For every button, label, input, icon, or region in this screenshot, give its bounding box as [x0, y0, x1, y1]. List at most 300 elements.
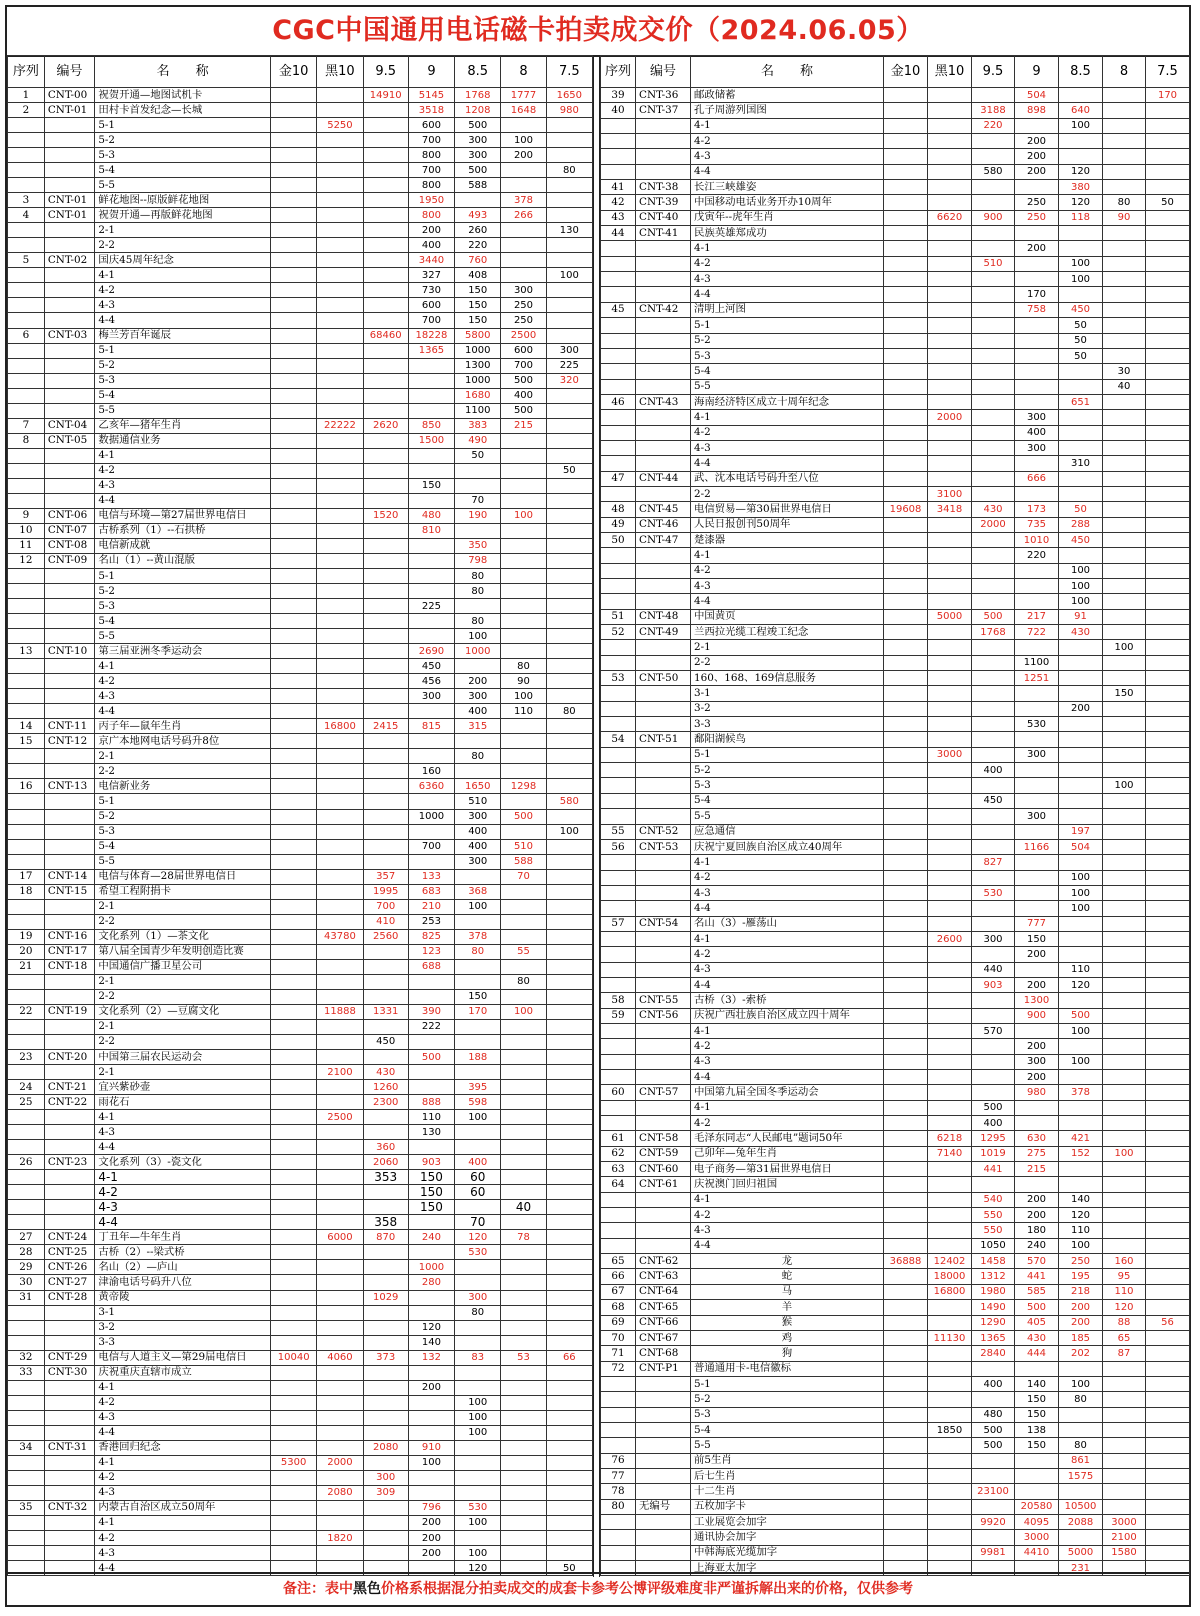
row-code — [636, 379, 691, 394]
price-cell — [1146, 1361, 1190, 1376]
price-cell: 215 — [501, 418, 546, 433]
price-cell — [363, 253, 408, 268]
row-name: 香港回归纪念 — [95, 1440, 271, 1455]
table-row — [8, 794, 593, 809]
row-code: CNT-62 — [636, 1254, 691, 1269]
price-cell — [408, 824, 454, 839]
price-cell — [1015, 778, 1059, 793]
price-cell — [884, 1300, 928, 1315]
table-row — [601, 1177, 1190, 1192]
row-code — [636, 1453, 691, 1468]
row-code — [44, 493, 95, 508]
table-row — [8, 283, 593, 298]
price-cell — [928, 1300, 972, 1315]
price-cell — [317, 854, 363, 869]
table-row — [8, 328, 593, 343]
price-cell — [884, 609, 928, 624]
row-seq — [601, 1392, 636, 1407]
row-seq: 4 — [8, 208, 45, 223]
row-code: CNT-01 — [44, 103, 95, 118]
price-cell — [546, 1245, 592, 1260]
price-cell — [928, 809, 972, 824]
price-cell — [1146, 1545, 1190, 1560]
price-cell: 2500 — [501, 328, 546, 343]
price-cell — [317, 689, 363, 704]
row-code: CNT-47 — [636, 532, 691, 547]
price-cell — [317, 283, 363, 298]
row-name: 数据通信业务 — [95, 433, 271, 448]
price-cell: 400 — [972, 763, 1015, 778]
price-cell — [1146, 118, 1190, 133]
table-row — [601, 226, 1190, 241]
price-cell: 400 — [455, 839, 501, 854]
price-cell — [1146, 532, 1190, 547]
price-cell: 480 — [408, 508, 454, 523]
price-cell — [1103, 947, 1146, 962]
price-cell: 500 — [972, 1438, 1015, 1453]
row-code: CNT-57 — [636, 1085, 691, 1100]
price-cell — [271, 809, 317, 824]
price-cell — [546, 974, 592, 989]
row-code — [636, 1192, 691, 1207]
price-cell — [317, 629, 363, 644]
row-code — [636, 410, 691, 425]
row-name: 5-5 — [95, 854, 271, 869]
price-cell — [363, 599, 408, 614]
row-seq: 28 — [8, 1245, 45, 1260]
row-code: CNT-15 — [44, 884, 95, 899]
price-cell: 600 — [501, 343, 546, 358]
price-cell — [1146, 732, 1190, 747]
price-cell — [271, 719, 317, 734]
price-cell — [546, 433, 592, 448]
price-cell: 500 — [972, 1100, 1015, 1115]
price-cell: 100 — [1059, 901, 1103, 916]
row-name: 2-2 — [691, 655, 884, 670]
price-cell — [363, 734, 408, 749]
price-cell: 80 — [455, 749, 501, 764]
price-cell: 4060 — [317, 1350, 363, 1365]
price-cell — [363, 433, 408, 448]
table-row — [8, 538, 593, 553]
price-cell — [884, 486, 928, 501]
table-row — [8, 899, 593, 914]
price-cell: 1300 — [1015, 993, 1059, 1008]
price-cell: 253 — [408, 914, 454, 929]
price-cell — [317, 1275, 363, 1290]
price-cell — [972, 1499, 1015, 1514]
price-cell — [546, 1290, 592, 1305]
price-cell — [884, 287, 928, 302]
price-cell — [317, 704, 363, 719]
price-cell: 1000 — [408, 809, 454, 824]
price-cell: 450 — [363, 1034, 408, 1049]
row-code — [636, 640, 691, 655]
price-cell: 585 — [1015, 1284, 1059, 1299]
table-row — [601, 1023, 1190, 1038]
row-seq — [8, 358, 45, 373]
row-code: CNT-44 — [636, 471, 691, 486]
row-code: CNT-22 — [44, 1095, 95, 1110]
price-cell — [546, 1531, 592, 1546]
table-row — [601, 1407, 1190, 1422]
row-name: 4-1 — [95, 1455, 271, 1470]
price-cell — [501, 749, 546, 764]
row-seq — [8, 1019, 45, 1034]
row-seq — [601, 747, 636, 762]
price-cell — [455, 1200, 501, 1215]
price-cell: 10040 — [271, 1350, 317, 1365]
price-cell — [972, 195, 1015, 210]
row-code — [44, 659, 95, 674]
price-cell — [884, 103, 928, 118]
row-name: 5-2 — [691, 1392, 884, 1407]
price-cell: 280 — [408, 1275, 454, 1290]
table-row — [8, 854, 593, 869]
price-cell: 22222 — [317, 418, 363, 433]
row-name: 4-4 — [691, 287, 884, 302]
row-seq — [601, 1054, 636, 1069]
row-seq — [601, 256, 636, 271]
row-seq — [8, 854, 45, 869]
table-row — [601, 1162, 1190, 1177]
price-cell — [546, 1110, 592, 1125]
price-cell: 550 — [972, 1208, 1015, 1223]
row-code — [44, 403, 95, 418]
table-row — [601, 609, 1190, 624]
row-seq — [601, 717, 636, 732]
price-cell — [928, 195, 972, 210]
price-cell — [317, 268, 363, 283]
row-name: 工业展览会加字 — [691, 1514, 884, 1529]
price-cell — [501, 1455, 546, 1470]
price-cell — [271, 1080, 317, 1095]
row-code: CNT-12 — [44, 734, 95, 749]
price-cell — [884, 1499, 928, 1514]
price-cell — [317, 88, 363, 103]
price-cell: 80 — [546, 704, 592, 719]
price-cell: 380 — [1059, 180, 1103, 195]
price-cell — [271, 478, 317, 493]
price-cell — [884, 579, 928, 594]
price-cell — [317, 614, 363, 629]
price-cell — [455, 1485, 501, 1500]
row-seq: 31 — [8, 1290, 45, 1305]
price-cell — [501, 253, 546, 268]
price-cell: 450 — [1059, 532, 1103, 547]
row-seq: 18 — [8, 884, 45, 899]
row-code — [44, 899, 95, 914]
row-code — [636, 701, 691, 716]
table-row — [8, 569, 593, 584]
row-seq — [601, 594, 636, 609]
price-cell: 320 — [546, 373, 592, 388]
price-cell — [972, 333, 1015, 348]
price-cell — [271, 1546, 317, 1561]
row-name: 4-4 — [691, 1238, 884, 1253]
row-code: CNT-00 — [44, 88, 95, 103]
price-cell — [271, 1515, 317, 1530]
price-cell — [546, 1215, 592, 1230]
column-header: 序列 — [601, 56, 636, 88]
row-name: 5-5 — [691, 1438, 884, 1453]
price-cell — [363, 1455, 408, 1470]
price-cell — [972, 916, 1015, 931]
price-cell — [546, 1500, 592, 1515]
price-cell — [546, 929, 592, 944]
price-cell — [1015, 701, 1059, 716]
price-cell: 430 — [1015, 1330, 1059, 1345]
price-cell — [1103, 226, 1146, 241]
price-cell — [884, 686, 928, 701]
row-code: CNT-27 — [44, 1275, 95, 1290]
table-row — [8, 689, 593, 704]
price-cell — [1103, 1208, 1146, 1223]
price-cell: 30 — [1103, 364, 1146, 379]
row-name: 羊 — [691, 1300, 884, 1315]
price-cell — [884, 931, 928, 946]
price-cell — [501, 1170, 546, 1185]
price-cell: 400 — [455, 1155, 501, 1170]
price-cell — [317, 809, 363, 824]
price-cell: 9981 — [972, 1545, 1015, 1560]
price-cell — [363, 1395, 408, 1410]
table-row — [8, 418, 593, 433]
price-cell: 50 — [455, 448, 501, 463]
table-row — [8, 1410, 593, 1425]
row-code: CNT-25 — [44, 1245, 95, 1260]
price-cell — [972, 747, 1015, 762]
row-code — [44, 1410, 95, 1425]
price-cell: 861 — [1059, 1453, 1103, 1468]
price-cell — [271, 118, 317, 133]
row-seq — [8, 1215, 45, 1230]
price-cell: 120 — [1059, 1208, 1103, 1223]
price-cell: 100 — [1059, 1238, 1103, 1253]
price-cell: 1650 — [455, 779, 501, 794]
price-cell — [884, 655, 928, 670]
price-cell — [546, 208, 592, 223]
price-cell — [972, 640, 1015, 655]
row-code — [44, 298, 95, 313]
price-cell — [928, 1238, 972, 1253]
row-code — [44, 914, 95, 929]
table-row — [8, 1380, 593, 1395]
row-seq: 67 — [601, 1284, 636, 1299]
price-cell — [271, 944, 317, 959]
row-code — [44, 989, 95, 1004]
price-cell — [546, 133, 592, 148]
price-cell: 130 — [408, 1125, 454, 1140]
price-cell — [501, 1260, 546, 1275]
price-cell: 100 — [501, 689, 546, 704]
price-cell: 110 — [1059, 962, 1103, 977]
price-cell — [363, 764, 408, 779]
price-cell — [972, 993, 1015, 1008]
price-cell — [317, 1215, 363, 1230]
table-row — [8, 884, 593, 899]
price-cell: 500 — [501, 403, 546, 418]
price-cell — [1103, 1162, 1146, 1177]
price-cell: 100 — [1059, 885, 1103, 900]
table-row — [601, 870, 1190, 885]
row-name: 4-2 — [95, 1185, 271, 1200]
price-cell — [1103, 410, 1146, 425]
price-cell — [972, 379, 1015, 394]
row-name: 4-3 — [95, 1546, 271, 1561]
price-cell — [363, 1260, 408, 1275]
price-table-right — [600, 55, 1190, 1576]
price-cell — [1059, 471, 1103, 486]
price-cell — [884, 1008, 928, 1023]
table-row — [8, 809, 593, 824]
price-cell — [271, 1215, 317, 1230]
row-code: CNT-32 — [44, 1500, 95, 1515]
price-cell: 730 — [408, 283, 454, 298]
price-cell — [501, 764, 546, 779]
price-cell — [1103, 747, 1146, 762]
row-seq: 52 — [601, 625, 636, 640]
row-seq — [8, 1515, 45, 1530]
price-cell — [884, 732, 928, 747]
row-seq — [601, 1070, 636, 1085]
price-cell — [972, 88, 1015, 103]
price-cell: 100 — [501, 1004, 546, 1019]
row-seq — [601, 1438, 636, 1453]
row-name: 4-1 — [95, 659, 271, 674]
price-cell — [501, 1500, 546, 1515]
row-code — [636, 579, 691, 594]
price-cell: 450 — [1059, 302, 1103, 317]
price-cell: 80 — [546, 163, 592, 178]
row-name: 5-4 — [95, 614, 271, 629]
price-cell — [271, 103, 317, 118]
price-cell: 90 — [501, 674, 546, 689]
price-cell — [928, 134, 972, 149]
price-cell — [1103, 486, 1146, 501]
price-cell — [1103, 425, 1146, 440]
row-code — [636, 1545, 691, 1560]
price-cell — [1059, 993, 1103, 1008]
price-cell: 250 — [1059, 1254, 1103, 1269]
table-row — [8, 764, 593, 779]
price-cell — [1146, 1300, 1190, 1315]
table-row — [601, 885, 1190, 900]
price-cell — [1146, 103, 1190, 118]
row-name: 5-3 — [95, 373, 271, 388]
column-header: 黑10 — [928, 56, 972, 88]
price-cell: 510 — [455, 794, 501, 809]
price-cell — [1059, 134, 1103, 149]
price-cell: 12402 — [928, 1254, 972, 1269]
price-cell: 700 — [408, 133, 454, 148]
price-cell: 760 — [455, 253, 501, 268]
table-row — [8, 839, 593, 854]
price-cell: 100 — [1103, 778, 1146, 793]
row-code — [44, 1065, 95, 1080]
price-cell: 3188 — [972, 103, 1015, 118]
row-seq: 77 — [601, 1468, 636, 1483]
row-name: 前5生肖 — [691, 1453, 884, 1468]
price-cell — [546, 1425, 592, 1440]
price-cell — [363, 1275, 408, 1290]
price-cell — [317, 238, 363, 253]
table-row — [601, 1254, 1190, 1269]
price-cell — [884, 947, 928, 962]
price-cell: 66 — [546, 1350, 592, 1365]
row-seq — [8, 629, 45, 644]
price-cell — [317, 133, 363, 148]
row-code — [636, 901, 691, 916]
price-cell: 5000 — [928, 609, 972, 624]
price-cell: 88 — [1103, 1315, 1146, 1330]
price-cell: 150 — [1015, 1438, 1059, 1453]
row-code — [636, 947, 691, 962]
row-code: CNT-13 — [44, 779, 95, 794]
row-code: CNT-02 — [44, 253, 95, 268]
price-cell — [972, 824, 1015, 839]
price-cell — [1103, 333, 1146, 348]
table-row — [8, 163, 593, 178]
price-cell: 3000 — [1015, 1530, 1059, 1545]
row-seq — [601, 410, 636, 425]
price-cell — [1103, 256, 1146, 271]
price-cell — [1103, 134, 1146, 149]
row-name: 鸡 — [691, 1330, 884, 1345]
price-cell — [1015, 793, 1059, 808]
price-cell — [884, 318, 928, 333]
price-cell — [546, 809, 592, 824]
row-code: CNT-63 — [636, 1269, 691, 1284]
price-cell: 358 — [363, 1215, 408, 1230]
row-name: 4-3 — [691, 149, 884, 164]
price-cell — [1059, 1039, 1103, 1054]
price-cell — [928, 180, 972, 195]
price-cell — [884, 1330, 928, 1345]
price-cell — [317, 478, 363, 493]
row-name: 5-5 — [95, 178, 271, 193]
row-code — [636, 809, 691, 824]
price-cell — [1146, 1484, 1190, 1499]
price-cell — [271, 1365, 317, 1380]
row-seq: 16 — [8, 779, 45, 794]
price-cell — [1059, 379, 1103, 394]
price-cell: 530 — [1015, 717, 1059, 732]
price-cell — [972, 1177, 1015, 1192]
table-row — [8, 1155, 593, 1170]
price-cell — [501, 538, 546, 553]
row-code — [44, 1215, 95, 1230]
row-code — [44, 824, 95, 839]
row-code — [636, 348, 691, 363]
price-cell — [317, 343, 363, 358]
price-cell: 1680 — [455, 388, 501, 403]
price-cell — [363, 1500, 408, 1515]
price-cell — [1015, 763, 1059, 778]
price-cell: 200 — [1015, 1192, 1059, 1207]
row-seq — [601, 134, 636, 149]
row-name: 普通通用卡-电信徽标 — [691, 1361, 884, 1376]
row-seq — [8, 899, 45, 914]
price-cell — [1146, 1008, 1190, 1023]
price-cell — [546, 1485, 592, 1500]
row-code — [636, 333, 691, 348]
price-cell — [455, 1365, 501, 1380]
price-cell — [928, 364, 972, 379]
table-row — [601, 410, 1190, 425]
row-code — [636, 655, 691, 670]
row-seq — [8, 118, 45, 133]
